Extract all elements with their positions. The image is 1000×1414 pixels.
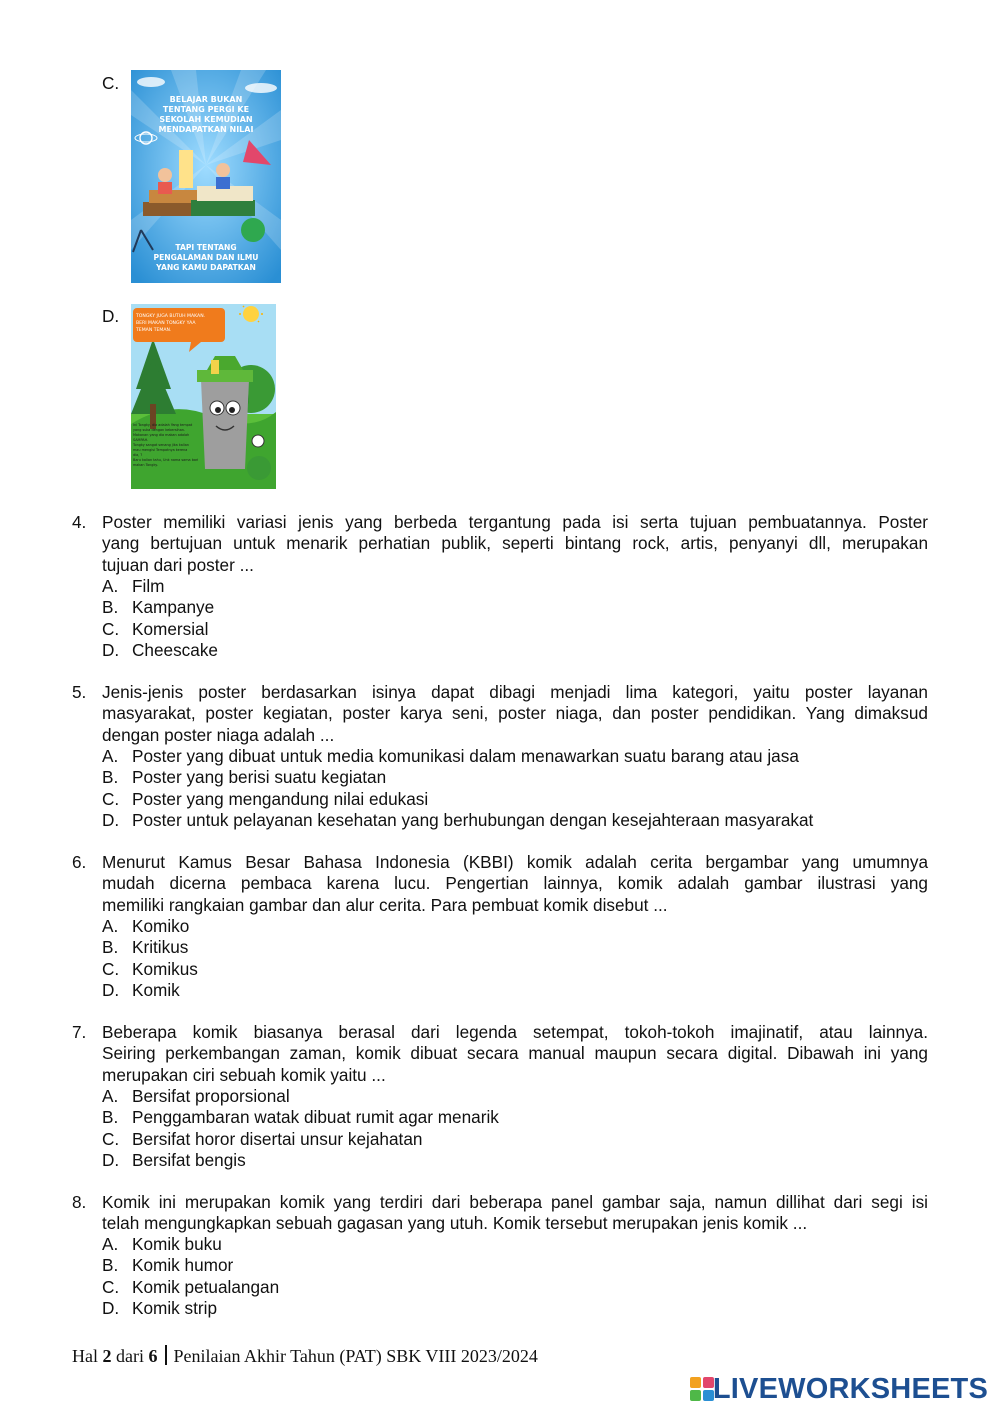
svg-text:PENGALAMAN DAN ILMU: PENGALAMAN DAN ILMU <box>153 253 259 262</box>
liveworksheets-logo-icon <box>690 1377 714 1401</box>
svg-text:YANG KAMU DAPATKAN: YANG KAMU DAPATKAN <box>156 263 256 272</box>
question-line: Beberapa komik biasanya berasal dari legenda setempat, tokoh-tokoh imajinatif, atau lainnya. <box>102 1022 928 1042</box>
poster-image-d <box>131 304 276 489</box>
option-a[interactable]: A. Komiko <box>102 916 190 936</box>
option-c[interactable]: C. Bersifat horor disertai unsur kejahatan <box>102 1128 423 1149</box>
option-d[interactable]: D. Poster untuk pelayanan kesehatan yang berhubungan dengan kesejahteraan masyarakat <box>102 809 814 830</box>
svg-text:SAMPAH.: SAMPAH. <box>133 438 149 442</box>
poster-d-illustration <box>131 304 276 489</box>
svg-text:SEKOLAH KEMUDIAN: SEKOLAH KEMUDIAN <box>159 115 253 124</box>
poster-c-top-text <box>159 95 254 134</box>
question-line: Jenis-jenis poster berdasarkan isinya dapat dibagi menjadi lima kategori, yaitu poster layanan <box>102 682 928 702</box>
footer-page-number: 2 <box>102 1346 112 1366</box>
poster-c-illustration <box>131 70 281 283</box>
svg-text:dia, ?: dia, ? <box>133 453 143 457</box>
question-number: 7. <box>72 1022 87 1042</box>
svg-text:MENDAPATKAN NILAI: MENDAPATKAN NILAI <box>158 125 254 134</box>
option-d[interactable]: D. Bersifat bengis <box>102 1149 246 1170</box>
svg-text:Makanan yang dia makan adalah: Makanan yang dia makan adalah <box>133 433 190 437</box>
poster-image-c <box>131 70 281 283</box>
option-c[interactable]: C. Komik petualangan <box>102 1276 280 1297</box>
liveworksheets-brand[interactable]: LIVEWORKSHEETS <box>712 1373 988 1405</box>
page-footer <box>72 1345 538 1367</box>
question-number: 5. <box>72 682 87 702</box>
question-line: Menurut Kamus Besar Bahasa Indonesia (KBBI) komik adalah cerita bergambar yang umumnya <box>102 852 928 872</box>
svg-text:TAPI TENTANG: TAPI TENTANG <box>175 243 237 252</box>
svg-text:TONGKY JUGA BUTUH MAKAN.: TONGKY JUGA BUTUH MAKAN. <box>136 314 206 319</box>
question-line: telah mengungkapkan sebuah gagasan yang utuh. Komik tersebut merupakan jenis komik ... <box>102 1213 808 1234</box>
question-line: Poster memiliki variasi jenis yang berbeda tergantung pada isi serta tujuan pembuatannya. Poster <box>102 512 928 532</box>
svg-text:TENTANG PERGI KE: TENTANG PERGI KE <box>162 105 250 114</box>
question-line: memiliki rangkaian gambar dan alur cerita. Para pembuat komik disebut ... <box>102 894 668 915</box>
svg-text:makan Tongky.: makan Tongky. <box>133 463 158 467</box>
question-line: Komik ini merupakan komik yang terdiri dari beberapa panel gambar saja, namun dillihat dari segi isi <box>102 1192 928 1212</box>
footer-divider <box>165 1345 167 1365</box>
question-line: mudah dicerna pembaca karena lucu. Pengertian lainnya, komik adalah gambar ilustrasi yang <box>102 873 928 894</box>
question-line: masyarakat, poster kegiatan, poster karya seni, poster niaga, dan poster pendidikan. Yang dimaksud <box>102 703 928 724</box>
question-text <box>102 1192 928 1235</box>
svg-text:BERI MAKAN TONGKY YAA: BERI MAKAN TONGKY YAA <box>136 321 196 326</box>
option-a[interactable]: A. Bersifat proporsional <box>102 1086 290 1106</box>
question-line: dengan poster niaga adalah ... <box>102 724 335 745</box>
option-b[interactable]: B. Penggambaran watak dibuat rumit agar menarik <box>102 1107 499 1128</box>
options-list <box>102 576 218 661</box>
footer-total-pages: 6 <box>148 1346 158 1366</box>
option-a[interactable]: A. Poster yang dibuat untuk media komunikasi dalam menawarkan suatu barang atau jasa <box>102 746 799 766</box>
svg-text:BELAJAR BUKAN: BELAJAR BUKAN <box>169 95 243 104</box>
option-d[interactable]: D. Komik <box>102 979 180 1000</box>
option-c[interactable]: C. Komersial <box>102 618 209 639</box>
question-text <box>102 852 928 916</box>
options-list <box>102 916 198 1001</box>
question-text <box>102 682 928 746</box>
question-text <box>102 512 928 576</box>
question-number: 8. <box>72 1192 87 1212</box>
option-d[interactable]: D. Cheescake <box>102 639 218 660</box>
option-b[interactable]: B. Kampanye <box>102 597 215 618</box>
options-list <box>102 1086 499 1171</box>
question-line: Seiring perkembangan zaman, komik dibuat secara manual maupun secara digital. Dibawah ini yang <box>102 1043 928 1064</box>
option-b[interactable]: B. Kritikus <box>102 937 189 958</box>
question-line: yang bertujuan untuk menarik perhatian publik, seperti bintang rock, artis, penyanyi dll, merupakan <box>102 533 928 554</box>
svg-text:yang suka dengan kebersihan.: yang suka dengan kebersihan. <box>133 428 186 432</box>
option-c[interactable]: C. Komikus <box>102 958 198 979</box>
svg-text:Baru kalian tahu, Unk nama sam: Baru kalian tahu, Unk nama sama bari <box>133 458 199 462</box>
option-c[interactable]: C. Poster yang mengandung nilai edukasi <box>102 788 429 809</box>
question-number: 6. <box>72 852 87 872</box>
footer-dari: dari <box>116 1346 144 1366</box>
option-a[interactable]: A. Komik buku <box>102 1234 222 1254</box>
svg-text:Ini Tongky, dia adalah Yang te: Ini Tongky, dia adalah Yang tempat <box>133 423 193 427</box>
image-option-d-label: D. <box>102 306 120 326</box>
options-list <box>102 746 813 831</box>
footer-hal: Hal <box>72 1346 98 1366</box>
option-b[interactable]: B. Komik humor <box>102 1255 234 1276</box>
footer-title: Penilaian Akhir Tahun (PAT) SBK VIII 2023/2024 <box>173 1346 538 1366</box>
question-line: tujuan dari poster ... <box>102 554 254 575</box>
option-b[interactable]: B. Poster yang berisi suatu kegiatan <box>102 767 387 788</box>
question-line: merupakan ciri sebuah komik yaitu ... <box>102 1064 386 1085</box>
svg-text:Tongky sangat senang jika kali: Tongky sangat senang jika kalian <box>133 443 189 447</box>
option-d[interactable]: D. Komik strip <box>102 1297 217 1318</box>
svg-text:TEMAN TEMAN.: TEMAN TEMAN. <box>136 328 172 333</box>
image-option-c-label: C. <box>102 73 120 93</box>
question-text <box>102 1022 928 1086</box>
question-number: 4. <box>72 512 87 532</box>
svg-text:mau mengisi Tempatnya kerena: mau mengisi Tempatnya kerena <box>133 448 188 452</box>
option-a[interactable]: A. Film <box>102 576 165 596</box>
options-list <box>102 1234 279 1319</box>
